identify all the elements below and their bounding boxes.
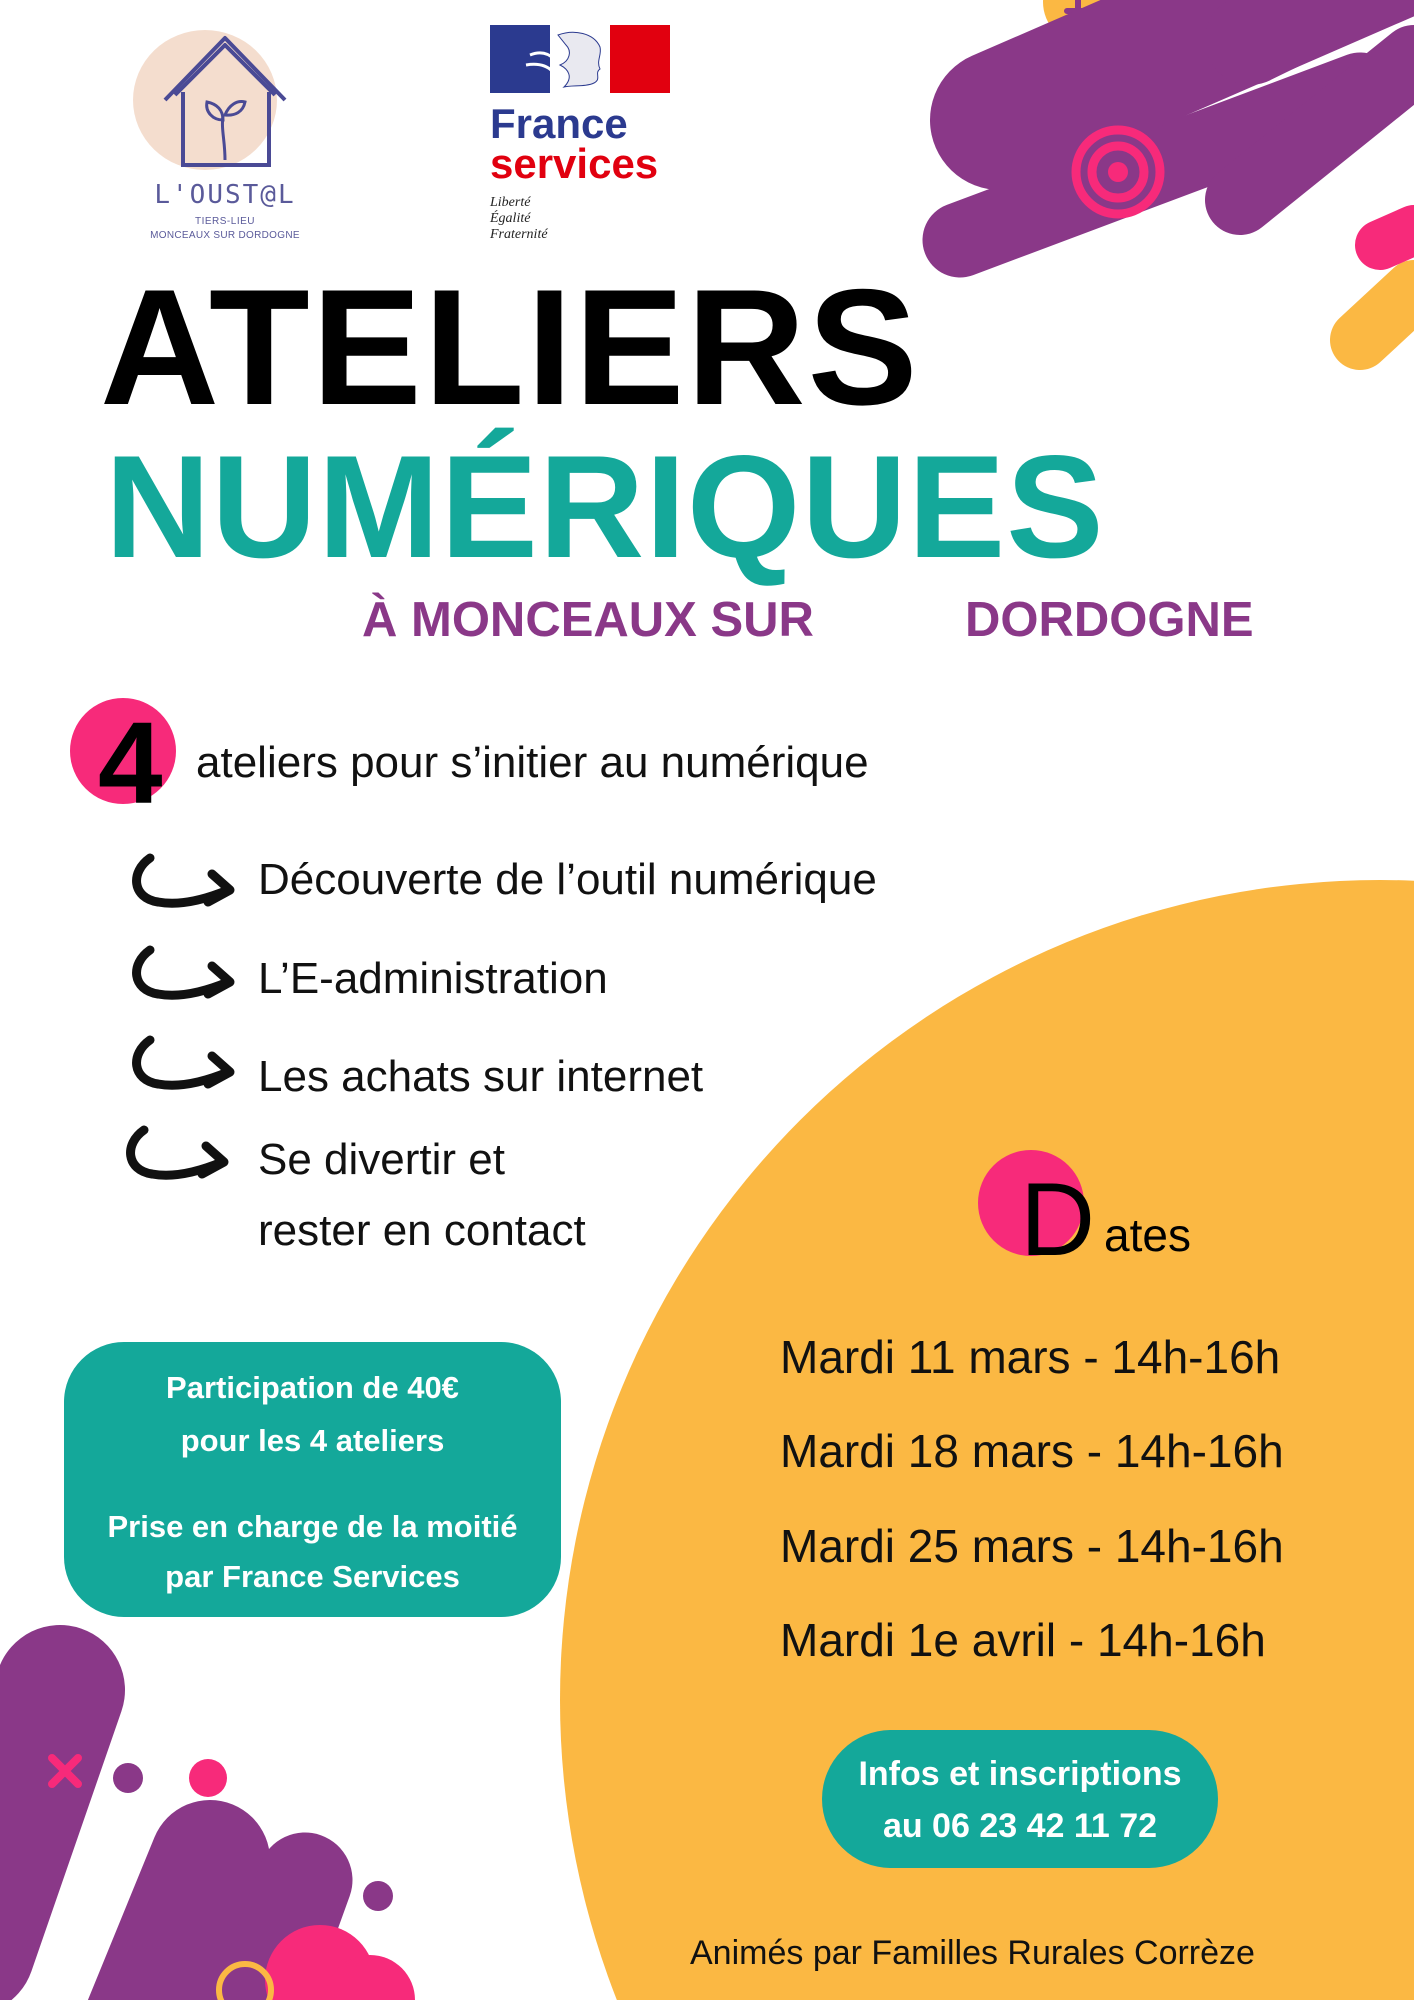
curved-arrow-icon: [128, 852, 238, 922]
title-ateliers: ATELIERS: [100, 255, 920, 439]
pink-dot-shape: [189, 1759, 227, 1797]
info-title: Infos et inscriptions: [858, 1755, 1182, 1793]
workshop-item-4: Se divertir et: [258, 1135, 505, 1184]
marianne-flag-icon: [490, 25, 670, 93]
dates-heading-rest: ates: [1104, 1209, 1191, 1261]
france-services-line-1: France: [490, 100, 628, 147]
france-services-line-2: services: [490, 140, 659, 187]
france-services-logo: [490, 25, 690, 255]
title-numeriques: NUMÉRIQUES: [105, 425, 1105, 588]
curved-arrow-icon: [128, 944, 238, 1014]
yellow-bar-shape: [1360, 290, 1414, 340]
footer-organizer: Animés par Familles Rurales Corrèze: [690, 1934, 1255, 1972]
oustal-title: L'OUST@L: [154, 180, 296, 210]
info-phone: au 06 23 42 11 72: [882, 1807, 1158, 1845]
workshop-item-2: L’E-administration: [258, 954, 608, 1003]
curved-arrow-icon: [128, 1034, 238, 1104]
workshop-item-4-cont: rester en contact: [258, 1206, 586, 1255]
participation-price: Participation de 40€: [166, 1370, 459, 1405]
workshop-item-1: Découverte de l’outil numérique: [258, 855, 877, 904]
date-session-2: Mardi 18 mars - 14h-16h: [780, 1425, 1284, 1477]
house-sprout-icon: [125, 20, 325, 180]
purple-dot-shape: [363, 1881, 393, 1911]
workshop-intro: ateliers pour s’initier au numérique: [196, 738, 869, 787]
purple-bar-shape: [1250, 0, 1414, 40]
date-session-4: Mardi 1e avril - 14h-16h: [780, 1614, 1266, 1666]
workshop-item-3: Les achats sur internet: [258, 1052, 704, 1101]
purple-bar-shape: [120, 1860, 210, 2000]
motto-fraternite: Fraternité: [490, 227, 548, 242]
info-registration-box: [822, 1730, 1218, 1868]
oustal-location: MONCEAUX SUR DORDOGNE: [150, 230, 300, 241]
curved-arrow-icon: [122, 1124, 232, 1194]
purple-bar-shape: [0, 1690, 60, 1950]
workshop-count: 4: [98, 698, 163, 828]
dates-heading-initial: D: [1020, 1162, 1096, 1278]
republic-motto: [490, 195, 548, 243]
subtitle-location-part-1: À MONCEAUX SUR: [362, 593, 814, 647]
participation-box: [64, 1342, 561, 1617]
pink-ring-shape: [1108, 162, 1128, 182]
date-session-1: Mardi 11 mars - 14h-16h: [780, 1331, 1281, 1383]
pink-bar-shape: [1380, 230, 1414, 245]
oustal-subtitle: TIERS-LIEU: [194, 216, 255, 227]
purple-dot-shape: [113, 1763, 143, 1793]
subtitle-location-part-2: DORDOGNE: [965, 593, 1254, 647]
date-session-3: Mardi 25 mars - 14h-16h: [780, 1520, 1284, 1572]
participation-coverage: Prise en charge de la moitié: [107, 1509, 518, 1544]
participation-scope: pour les 4 ateliers: [180, 1423, 445, 1458]
motto-egalite: Égalité: [490, 211, 531, 226]
oustal-logo: [125, 20, 325, 250]
motto-liberte: Liberté: [490, 195, 531, 210]
participation-funder: par France Services: [165, 1559, 460, 1594]
